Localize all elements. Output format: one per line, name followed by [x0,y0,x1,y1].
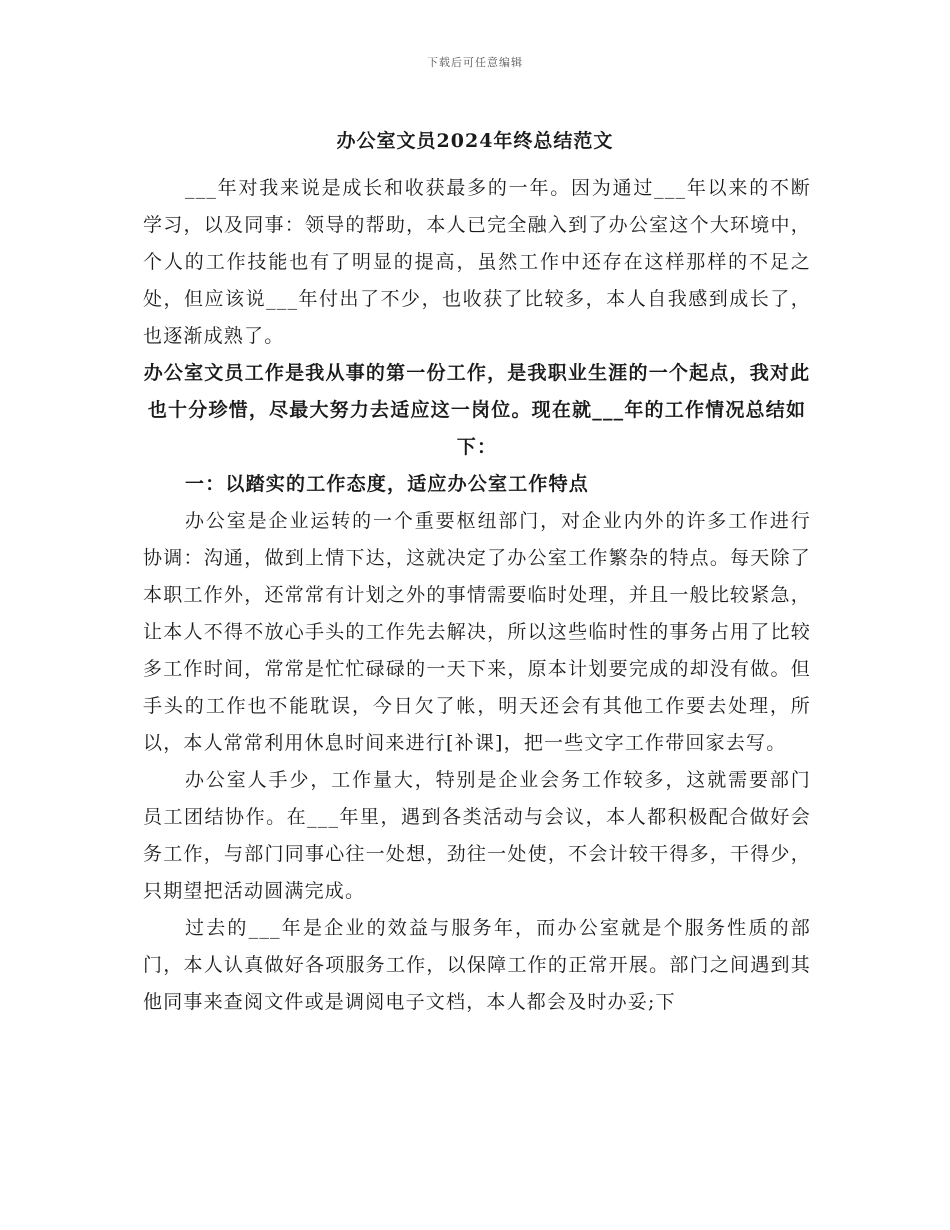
intro-paragraph: ___年对我来说是成长和收获最多的一年。因为通过___年以来的不断学习，以及同事：领导的帮助，本人已完全融入到了办公室这个大环境中，个人的工作技能也有了明显的提高，虽然工作中还存在这样那样的不足之处，但应该说___年付出了不少，也收获了比较多，本人自我感到成长了，也逐渐成熟了。 [143,177,811,347]
bold-statement: 办公室文员工作是我从事的第一份工作，是我职业生涯的一个起点，我对此也十分珍惜，尽最大努力去适应这一岗位。现在就___年的工作情况总结如下： [143,362,811,458]
section-1-paragraph-2: 办公室人手少，工作量大，特别是企业会务工作较多，这就需要部门员工团结协作。在___年里，遇到各类活动与会议，本人都积极配合做好会务工作，与部门同事心往一处想，劲往一处使，不会计较干得多，干得少，只期望把活动圆满完成。 [143,769,811,902]
section-1-heading: 一：以踏实的工作态度，适应办公室工作特点 [185,473,590,495]
section-1-paragraph-3: 过去的___年是企业的效益与服务年，而办公室就是个服务性质的部门，本人认真做好各项服务工作，以保障工作的正常开展。部门之间遇到其他同事来查阅文件或是调阅电子文档，本人都会及时办妥;下 [143,917,811,1013]
document-title: 办公室文员2024年终总结范文 [336,130,614,152]
section-1-paragraph-1: 办公室是企业运转的一个重要枢纽部门，对企业内外的许多工作进行协调：沟通，做到上情下达，这就决定了办公室工作繁杂的特点。每天除了本职工作外，还常常有计划之外的事情需要临时处理，并且一般比较紧急，让本人不得不放心手头的工作先去解决，所以这些临时性的事务占用了比较多工作时间，常常是忙忙碌碌的一天下来，原本计划要完成的却没有做。但手头的工作也不能耽误，今日欠了帐，明天还会有其他工作要去处理，所以，本人常常利用休息时间来进行[补课]，把一些文字工作带回家去写。 [143,510,811,754]
document-body [143,170,811,1021]
page-header: 下载后可任意编辑 [427,56,523,69]
